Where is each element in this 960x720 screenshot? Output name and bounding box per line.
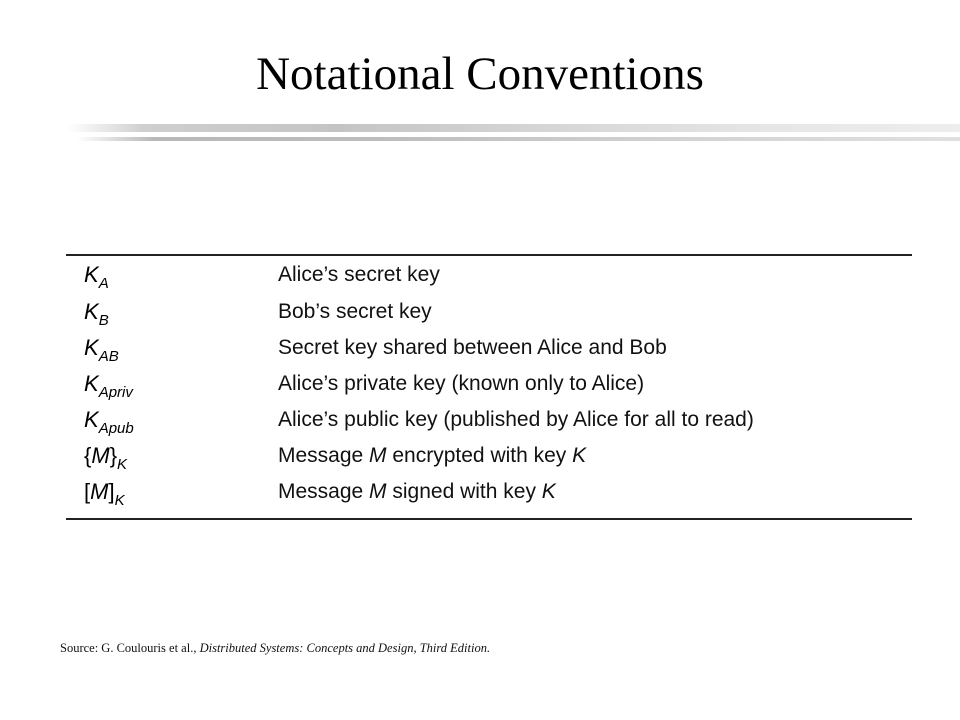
description-part: signed with key — [386, 480, 542, 503]
table-row — [66, 330, 912, 366]
description-text: Alice’s public key (published by Alice for all to read) — [278, 408, 754, 431]
symbol-k-apub — [84, 406, 134, 437]
description-part: encrypted with key — [386, 444, 573, 467]
description-part: Message — [278, 444, 370, 467]
symbol-k-apriv — [84, 370, 133, 401]
symbol-base: K — [84, 406, 99, 432]
description-text — [278, 444, 586, 467]
symbol-subscript: B — [98, 311, 109, 329]
table-row — [66, 256, 912, 294]
symbol-base: M — [91, 442, 110, 468]
description-cell — [278, 438, 912, 474]
symbol-subscript: Apub — [98, 419, 134, 437]
table-row — [66, 366, 912, 402]
symbol-cell — [66, 294, 278, 330]
description-part: Message — [278, 480, 370, 503]
notation-table-frame — [66, 254, 912, 520]
description-cell — [278, 294, 912, 330]
description-text: Bob’s secret key — [278, 300, 432, 323]
open-bracket: [ — [84, 478, 91, 504]
symbol-encrypted-message — [84, 442, 128, 473]
symbol-subscript: Apriv — [98, 383, 133, 401]
symbol-base: K — [84, 298, 99, 324]
slide-title: Notational Conventions — [256, 48, 704, 100]
symbol-base: K — [84, 334, 99, 360]
symbol-subscript: AB — [98, 347, 119, 365]
close-bracket: ] — [108, 478, 115, 504]
description-cell — [278, 366, 912, 402]
source-book-title: Distributed Systems: Concepts and Design, Third Edition. — [199, 641, 491, 655]
symbol-k-b — [84, 298, 109, 329]
symbol-k-ab — [84, 334, 119, 365]
source-prefix: Source: G. Coulouris et al., — [60, 641, 200, 655]
symbol-base: K — [84, 370, 99, 396]
description-variable: M — [369, 480, 387, 503]
title-divider-thin — [0, 137, 960, 141]
description-cell — [278, 256, 912, 294]
table-row — [66, 294, 912, 330]
table-row — [66, 438, 912, 474]
description-cell — [278, 474, 912, 510]
symbol-k-a — [84, 261, 109, 292]
table-row — [66, 474, 912, 510]
source-citation — [60, 640, 490, 656]
description-text — [278, 480, 556, 503]
symbol-subscript: K — [114, 491, 125, 509]
table-row — [66, 402, 912, 438]
description-text: Secret key shared between Alice and Bob — [278, 336, 667, 359]
open-brace: { — [84, 442, 92, 468]
title-divider-thick — [0, 124, 960, 132]
symbol-base: M — [90, 478, 109, 504]
symbol-cell — [66, 366, 278, 402]
symbol-base: K — [84, 261, 99, 287]
description-text: Alice’s secret key — [278, 263, 440, 286]
description-cell — [278, 402, 912, 438]
symbol-cell — [66, 438, 278, 474]
symbol-cell — [66, 402, 278, 438]
symbol-subscript: K — [117, 455, 128, 473]
symbol-subscript: A — [98, 274, 109, 292]
description-variable: K — [572, 444, 587, 467]
symbol-cell — [66, 474, 278, 510]
symbol-cell — [66, 330, 278, 366]
description-variable: K — [541, 480, 556, 503]
description-cell — [278, 330, 912, 366]
notation-table — [66, 256, 912, 510]
symbol-signed-message — [84, 478, 125, 509]
symbol-cell — [66, 256, 278, 294]
close-brace: } — [109, 442, 118, 468]
description-text: Alice’s private key (known only to Alice) — [278, 372, 645, 395]
description-variable: M — [369, 444, 387, 467]
